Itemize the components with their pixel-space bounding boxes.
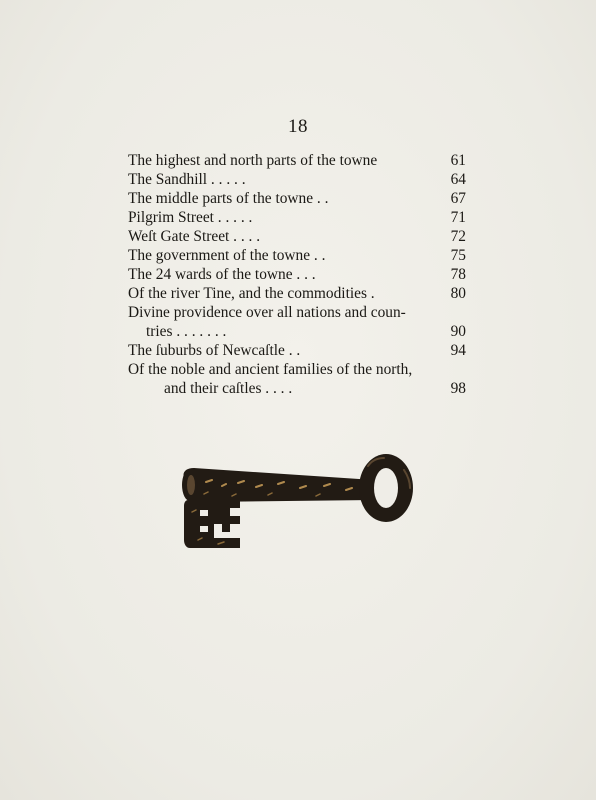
toc-row-continuation bbox=[128, 322, 466, 341]
toc-entry-page: 80 bbox=[450, 285, 466, 302]
toc-entry-text: tries . . . . . . . bbox=[146, 323, 227, 340]
toc-entry-text: The highest and north parts of the towne bbox=[128, 152, 378, 169]
toc-row bbox=[128, 170, 466, 189]
toc-row bbox=[128, 303, 466, 322]
toc-entry-text: Of the noble and ancient families of the north, bbox=[128, 361, 413, 378]
toc-entry-text: The Sandhill . . . . . bbox=[128, 171, 246, 188]
toc-entry-text: The ſuburbs of Newcaſtle . . bbox=[128, 342, 301, 359]
toc-row bbox=[128, 208, 466, 227]
toc-entry-page: 72 bbox=[450, 228, 466, 245]
toc-row bbox=[128, 227, 466, 246]
toc-entry-page: 94 bbox=[450, 342, 466, 359]
toc-entry-text: and their caſtles . . . . bbox=[164, 380, 293, 397]
page-number: 18 bbox=[288, 116, 308, 137]
toc-row bbox=[128, 284, 466, 303]
toc-entry-page: 78 bbox=[450, 266, 466, 283]
table-of-contents bbox=[128, 151, 466, 398]
toc-row bbox=[128, 265, 466, 284]
toc-entry-page: 64 bbox=[450, 171, 466, 188]
toc-entry-page: 61 bbox=[450, 152, 466, 169]
toc-row bbox=[128, 360, 466, 379]
toc-row bbox=[128, 246, 466, 265]
toc-row-continuation bbox=[128, 379, 466, 398]
toc-row bbox=[128, 189, 466, 208]
toc-entry-text: The government of the towne . . bbox=[128, 247, 326, 264]
toc-entry-text: Divine providence over all nations and coun- bbox=[128, 304, 406, 321]
toc-entry-page: 75 bbox=[450, 247, 466, 264]
key-icon bbox=[178, 450, 414, 554]
toc-entry-page: 71 bbox=[450, 209, 466, 226]
toc-entry-text: Pilgrim Street . . . . . bbox=[128, 209, 253, 226]
toc-row bbox=[128, 341, 466, 360]
toc-entry-text: The middle parts of the towne . . bbox=[128, 190, 329, 207]
toc-entry-page: 67 bbox=[450, 190, 466, 207]
toc-entry-text: Weſt Gate Street . . . . bbox=[128, 228, 261, 245]
toc-entry-text: Of the river Tine, and the commodities . bbox=[128, 285, 375, 302]
toc-row bbox=[128, 151, 466, 170]
toc-entry-text: The 24 wards of the towne . . . bbox=[128, 266, 316, 283]
toc-entry-page: 90 bbox=[450, 323, 466, 340]
toc-entry-page: 98 bbox=[450, 380, 466, 397]
